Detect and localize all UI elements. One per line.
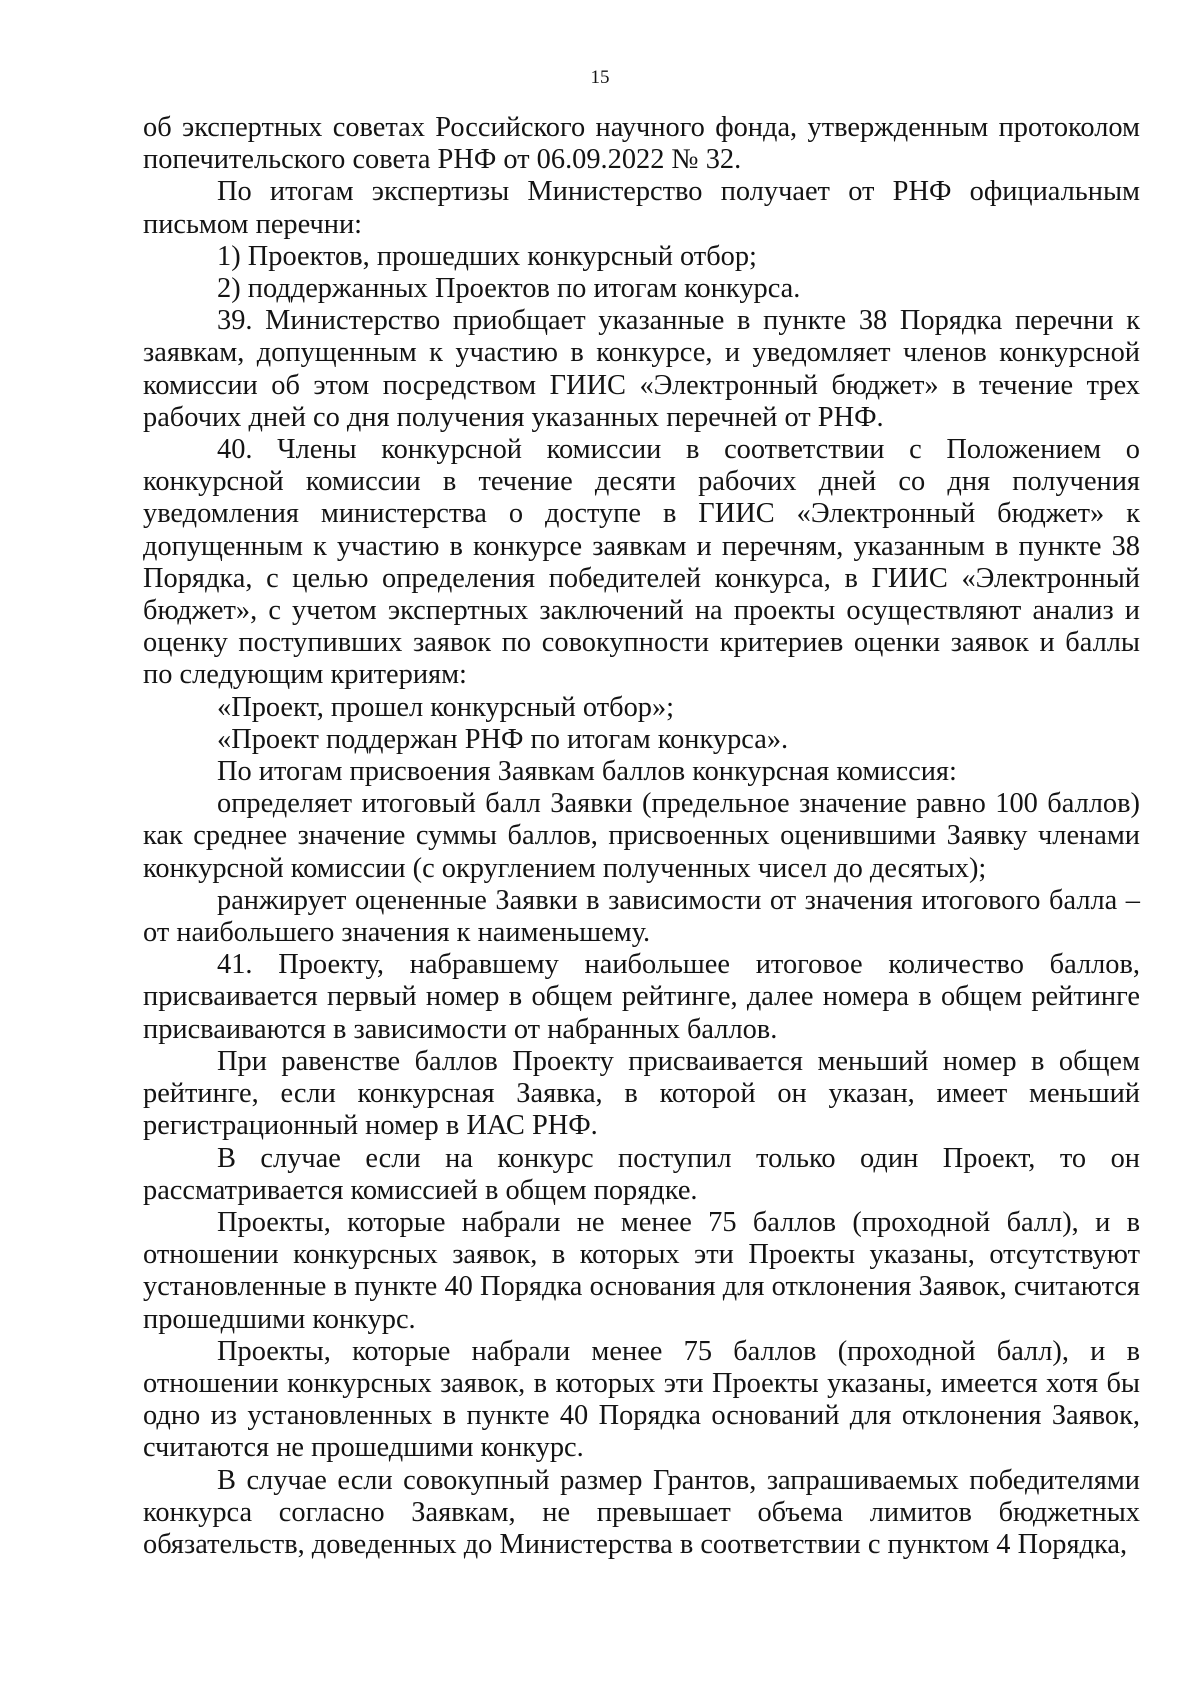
paragraph: При равенстве баллов Проекту присваивается меньший номер в общем рейтинге, если конкурсная Заявка, в которой он указан, имеет меньший регистрационный номер в ИАС РНФ. <box>143 1045 1140 1142</box>
criterion-item: «Проект поддержан РНФ по итогам конкурса». <box>217 723 789 755</box>
document-body <box>143 112 1140 1561</box>
paragraph: Проекты, которые набрали не менее 75 баллов (проходной балл), и в отношении конкурсных заявок, в которых эти Проекты указаны, отсутствуют установленные в пункте 40 Порядка основания для отклонения Заявок, считаются прошедшими конкурс. <box>143 1206 1140 1335</box>
paragraph: По итогам присвоения Заявкам баллов конкурсная комиссия: <box>217 756 957 788</box>
paragraph: В случае если на конкурс поступил только один Проект, то он рассматривается комиссией в общем порядке. <box>143 1142 1140 1206</box>
paragraph-39: 39. Министерство приобщает указанные в пункте 38 Порядка перечни к заявкам, допущенным к участию в конкурсе, и уведомляет членов конкурсной комиссии об этом посредством ГИИС «Электронный бюджет» в течение трех рабочих дней со дня получения указанных перечней от РНФ. <box>143 305 1140 433</box>
paragraph: Проекты, которые набрали менее 75 баллов (проходной балл), и в отношении конкурсных заявок, в которых эти Проекты указаны, имеется хотя бы одно из установленных в пункте 40 Порядка оснований для отклонения Заявок, считаются не прошедшими конкурс. <box>143 1335 1140 1464</box>
criterion-item: «Проект, прошел конкурсный отбор»; <box>217 691 675 723</box>
paragraph-40: 40. Члены конкурсной комиссии в соответствии с Положением о конкурсной комиссии в течение десяти рабочих дней со дня получения уведомления министерства о доступе в ГИИС «Электронный бюджет» к допущенным к участию в конкурсе заявкам и перечням, указанным в пункте 38 Порядка, с целью определения победителей конкурса, в ГИИС «Электронный бюджет», с учетом экспертных заключений на проекты осуществляют анализ и оценку поступивших заявок по совокупности критериев оценки заявок и баллы по следующим критериям: <box>143 434 1140 691</box>
list-item: 1) Проектов, прошедших конкурсный отбор; <box>217 240 757 272</box>
paragraph: определяет итоговый балл Заявки (предельное значение равно 100 баллов) как среднее значение суммы баллов, присвоенных оценившими Заявку членами конкурсной комиссии (с округлением полученных чисел до десятых); <box>143 788 1140 884</box>
paragraph: В случае если совокупный размер Грантов, запрашиваемых победителями конкурса согласно Заявкам, не превышает объема лимитов бюджетных обязательств, доведенных до Министерства в соответствии с пунктом 4 Порядка, <box>143 1464 1140 1560</box>
list-item: 2) поддержанных Проектов по итогам конкурса. <box>217 273 801 305</box>
page-number: 15 <box>590 67 610 88</box>
paragraph: ранжирует оцененные Заявки в зависимости от значения итогового балла – от наибольшего значения к наименьшему. <box>143 884 1140 949</box>
paragraph: По итогам экспертизы Министерство получает от РНФ официальным письмом перечни: <box>143 176 1140 240</box>
paragraph: об экспертных советах Российского научного фонда, утвержденным протоколом попечительского совета РНФ от 06.09.2022 № 32. <box>143 112 1140 176</box>
paragraph-41: 41. Проекту, набравшему наибольшее итоговое количество баллов, присваивается первый номер в общем рейтинге, далее номера в общем рейтинге присваиваются в зависимости от набранных баллов. <box>143 949 1140 1045</box>
